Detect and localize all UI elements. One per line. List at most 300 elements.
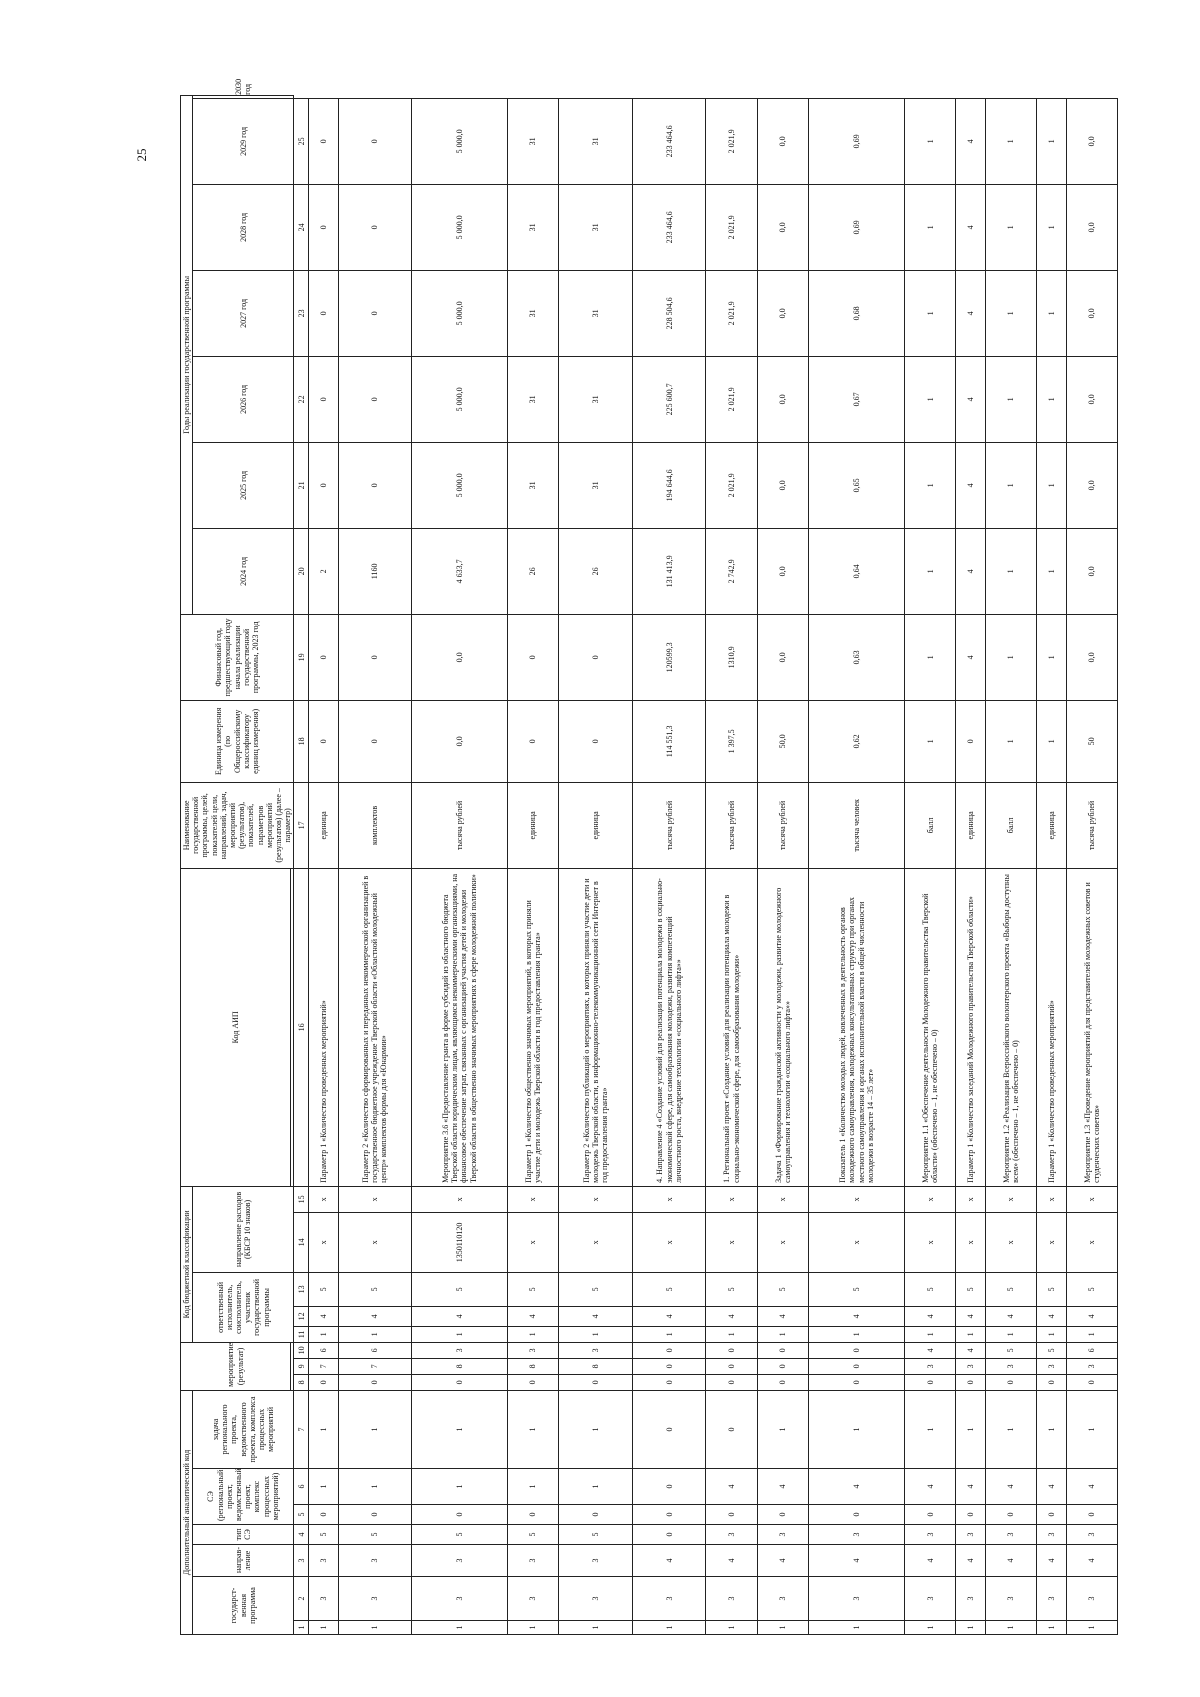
code-cell: x [1037,1212,1066,1272]
year-value: 0 [309,356,338,442]
code-cell: 0 [632,1469,706,1505]
item-name: Параметр 1 «Количество общественно значимых мероприятий, в которых приняли участие дети и молодежь Тверской области в год предоставления гранта» [507,868,558,1186]
code-cell: 3 [338,1545,412,1577]
base-year-value: 1 [1037,700,1066,782]
code-cell: 0 [559,1374,633,1390]
code-cell: 1 [309,1621,338,1635]
code-cell: 5 [412,1272,508,1306]
code-cell: 3 [412,1577,508,1621]
code-cell: 3 [956,1358,985,1374]
code-cell: 4 [757,1545,808,1577]
code-cell: 1 [507,1469,558,1505]
code-cell: 0 [985,1374,1036,1390]
column-numbers-row [294,96,309,1635]
table-row [412,96,508,1635]
year-value: 0,0 [1066,98,1118,184]
year-value: 2 021,9 [706,442,757,528]
code-cell: 0 [632,1358,706,1374]
code-cell: 3 [985,1358,1036,1374]
header-event: мероприятие (результат) [181,1342,291,1390]
code-cell: 1 [809,1390,905,1468]
code-cell: 3 [1066,1525,1118,1545]
code-cell: 3 [706,1525,757,1545]
year-value: 1 [904,270,955,356]
code-cell: x [1066,1212,1118,1272]
column-number: 9 [294,1358,309,1374]
year-value: 233 464,6 [632,98,706,184]
base-year-value: 0 [559,700,633,782]
code-cell: 1 [1066,1390,1118,1468]
year-value: 0,67 [809,356,905,442]
code-cell: 1 [809,1621,905,1635]
code-cell: 3 [559,1577,633,1621]
code-cell: 1 [757,1621,808,1635]
code-cell: 3 [904,1577,955,1621]
code-cell: 4 [904,1469,955,1505]
code-cell: 4 [1066,1545,1118,1577]
code-cell: 1 [412,1469,508,1505]
code-cell: 1 [309,1326,338,1342]
table-row [809,96,905,1635]
base-year-value: 0 [507,700,558,782]
code-cell: x [559,1186,633,1212]
item-name: Параметр 1 «Количество проведенных мероприятий» [1037,868,1066,1186]
code-cell: 8 [507,1358,558,1374]
code-cell: 5 [559,1272,633,1306]
code-cell: 0 [757,1374,808,1390]
item-name: Мероприятие 1.1 «Обеспечение деятельности Молодежного правительства Тверской области» (обеспечено – 1, не обеспечено – 0) [904,868,955,1186]
code-cell: 1 [412,1326,508,1342]
code-cell: 1 [757,1326,808,1342]
code-cell: 0 [1066,1374,1118,1390]
code-cell: 1 [985,1326,1036,1342]
code-cell: 1 [956,1390,985,1468]
header-expense: направление расходов (КБСР 10 знаков) [193,1186,294,1272]
code-cell: 0 [809,1505,905,1525]
year-value: 1310,9 [706,614,757,700]
base-year-value: 0,62 [809,700,905,782]
table-row [559,96,633,1635]
year-value: 0,65 [809,442,905,528]
code-cell: 0 [956,1374,985,1390]
year-value: 225 600,7 [632,356,706,442]
code-cell: 4 [985,1545,1036,1577]
year-value: 31 [507,442,558,528]
column-number: 15 [294,1186,309,1212]
header-se-type: тип СЭ [193,1525,294,1545]
code-cell: 4 [1037,1306,1066,1326]
code-cell: x [309,1212,338,1272]
code-cell: 0 [1066,1505,1118,1525]
year-value: 0 [338,442,412,528]
code-cell: 4 [309,1306,338,1326]
table-row [309,96,338,1635]
code-cell: 5 [1037,1272,1066,1306]
header-year-2027: 2027 год [193,270,294,356]
code-cell: x [809,1212,905,1272]
year-value: 1 [904,528,955,614]
year-value: 120599,3 [632,614,706,700]
year-value: 1160 [338,528,412,614]
code-cell: 4 [904,1545,955,1577]
year-value: 2 021,9 [706,184,757,270]
code-cell: 0 [338,1374,412,1390]
code-cell: x [904,1212,955,1272]
year-value: 2 021,9 [706,98,757,184]
year-value: 228 504,6 [632,270,706,356]
unit-cell: тысяча рублей [706,782,757,868]
year-value: 1 [904,98,955,184]
code-cell: 5 [412,1525,508,1545]
year-value: 0,0 [757,184,808,270]
unit-cell: единица [309,782,338,868]
code-cell: 1 [338,1390,412,1468]
code-cell: 1 [507,1621,558,1635]
code-cell: 1 [956,1621,985,1635]
code-cell: 6 [309,1342,338,1358]
year-value: 0,0 [757,528,808,614]
code-cell: 0 [632,1505,706,1525]
year-value: 233 464,6 [632,184,706,270]
code-cell: 3 [809,1525,905,1545]
column-number: 14 [294,1212,309,1272]
column-number: 5 [294,1505,309,1525]
code-cell: 1 [985,1390,1036,1468]
base-year-value: 0 [338,700,412,782]
code-cell: 5 [1066,1272,1118,1306]
code-cell: 4 [985,1469,1036,1505]
unit-cell: тысяча рублей [757,782,808,868]
code-cell: 3 [985,1525,1036,1545]
code-cell: 4 [956,1545,985,1577]
code-cell: 0 [985,1505,1036,1525]
code-cell: x [309,1186,338,1212]
column-number: 11 [294,1326,309,1342]
code-cell: 1 [412,1390,508,1468]
code-cell: x [985,1212,1036,1272]
item-name: 1. Региональный проект «Создание условий для реализации потенциала молодежи в социально-экономической сфере, для самообразования молодежи» [706,868,757,1186]
code-cell: 3 [309,1577,338,1621]
column-number: 3 [294,1545,309,1577]
year-value: 0 [338,270,412,356]
table-row [1037,96,1066,1635]
code-cell: x [809,1186,905,1212]
year-value: 0,0 [757,270,808,356]
code-cell: x [338,1212,412,1272]
code-cell: 1 [507,1390,558,1468]
code-cell: 3 [1037,1525,1066,1545]
column-number: 19 [294,614,309,700]
year-value: 4 [956,614,985,700]
year-value: 0 [338,614,412,700]
year-value: 0,0 [1066,270,1118,356]
base-year-value: 1 [985,700,1036,782]
code-cell: 4 [1037,1545,1066,1577]
code-cell: 0 [309,1374,338,1390]
year-value: 4 [956,442,985,528]
year-value: 4 [956,184,985,270]
unit-cell: тысяча рублей [412,782,508,868]
year-value: 31 [559,270,633,356]
code-cell: 1 [904,1621,955,1635]
year-value: 2 021,9 [706,270,757,356]
year-value: 0 [309,442,338,528]
column-number: 6 [294,1469,309,1505]
code-cell: 5 [757,1272,808,1306]
code-cell: 0 [412,1505,508,1525]
code-cell: 3 [412,1545,508,1577]
year-value: 0,63 [809,614,905,700]
code-cell: 3 [706,1577,757,1621]
year-value: 0,0 [1066,528,1118,614]
item-name: Мероприятие 3.6 «Предоставление гранта в форме субсидий из областного бюджета Тверской области юридическим лицам, являющимся некоммерческими организациями, на финансовое обеспечение затрат, связанных с организацией участия детей и молодежи Тверской области в общественно значимых мероприятиях в сфере молодежной политики» [412,868,508,1186]
base-year-value: 0 [956,700,985,782]
year-value: 1 [1037,98,1066,184]
code-cell: 5 [985,1272,1036,1306]
year-value: 1 [1037,184,1066,270]
code-cell: 3 [757,1525,808,1545]
code-cell: 7 [338,1358,412,1374]
code-cell: 4 [956,1469,985,1505]
table-row [904,96,955,1635]
code-cell: 5 [809,1272,905,1306]
code-cell: 1 [507,1326,558,1342]
item-name: Параметр 1 «Количество заседаний Молодежного правительства Тверской области» [956,868,985,1186]
header-se: СЭ (региональный проект, ведомственный проект, комплекс процессных мероприятий) [193,1469,294,1525]
column-number: 20 [294,528,309,614]
item-name: Задача 1 «Формирование гражданской активности у молодежи, развитие молодежного самоуправления и технологии «социального лифта»» [757,868,808,1186]
year-value: 1 [985,184,1036,270]
year-value: 31 [559,184,633,270]
header-year-2025: 2025 год [193,442,294,528]
code-cell: 4 [809,1545,905,1577]
code-cell: 1 [985,1621,1036,1635]
header-year-2030: 2030 год [193,96,294,99]
document-table-area [180,78,1101,1635]
code-cell: 0 [757,1505,808,1525]
table-row [338,96,412,1635]
year-value: 31 [507,356,558,442]
header-direction: направ-ление [193,1545,294,1577]
code-cell: 8 [412,1358,508,1374]
year-value: 1 [985,614,1036,700]
year-value: 0 [309,614,338,700]
year-value: 0,0 [757,614,808,700]
code-cell: 1 [956,1326,985,1342]
code-cell: 1 [1037,1621,1066,1635]
code-cell: 1 [338,1326,412,1342]
year-value: 1 [904,356,955,442]
code-cell: x [757,1186,808,1212]
item-name: Показатель 1 «Количество молодых людей, вовлеченных в деятельность органов молодежного самоуправления, молодежных консультативных структур при органах местного самоуправления и органах исполнительной власти в общей численности молодежи в возрасте 14 – 35 лет» [809,868,905,1186]
code-cell: 3 [757,1577,808,1621]
code-cell: 4 [956,1342,985,1358]
table-row [956,96,985,1635]
unit-cell: единица [559,782,633,868]
code-cell: 3 [809,1577,905,1621]
code-cell: 5 [309,1525,338,1545]
year-value: 0 [338,98,412,184]
code-cell: 0 [412,1374,508,1390]
code-cell: 1 [309,1469,338,1505]
code-cell: 4 [1037,1469,1066,1505]
year-value: 0,0 [757,442,808,528]
code-cell: 3 [956,1525,985,1545]
code-cell: 4 [706,1545,757,1577]
year-value: 0 [559,614,633,700]
year-value: 1 [985,528,1036,614]
code-cell: 0 [757,1358,808,1374]
unit-cell: единица [507,782,558,868]
header-year-2029: 2029 год [193,98,294,184]
code-cell: x [985,1186,1036,1212]
code-cell: 1 [559,1469,633,1505]
code-cell: 4 [507,1306,558,1326]
year-value: 0 [338,184,412,270]
year-value: 0,69 [809,184,905,270]
code-cell: 4 [338,1306,412,1326]
code-cell: x [904,1186,955,1212]
year-value: 0 [507,614,558,700]
header-year-2028: 2028 год [193,184,294,270]
code-cell: 0 [956,1505,985,1525]
base-year-value: 50,0 [757,700,808,782]
header-unit: Единица измерения (по Общероссийскому классификатору единиц измерения) [181,700,294,782]
code-cell: 8 [559,1358,633,1374]
code-cell: 5 [956,1272,985,1306]
code-cell: 1 [1066,1326,1118,1342]
code-cell: 4 [757,1306,808,1326]
code-cell: 1 [559,1326,633,1342]
header-aip-code: Код АИП [181,868,291,1186]
year-value: 31 [559,442,633,528]
code-cell: 3 [632,1577,706,1621]
code-cell: x [507,1212,558,1272]
header-analytic-code: Дополнительный аналитический код [181,1390,193,1634]
unit-cell: тысяча рублей [632,782,706,868]
code-cell: 4 [706,1306,757,1326]
code-cell: 4 [412,1306,508,1326]
item-name: 4. Направление 4 «Создание условий для реализации потенциала молодежи в социально-экономической сфере, для самообразования молодежи, развития компетенций личностного роста, внедрение технологии «социального лифта»» [632,868,706,1186]
code-cell: 6 [338,1342,412,1358]
unit-cell: тысяча человек [809,782,905,868]
item-name: Мероприятие 1.2 «Реализация Всероссийского волонтерского проекта «Выборы доступны всем» (обеспечено – 1, не обеспечено – 0) [985,868,1036,1186]
table-row [757,96,808,1635]
year-value: 31 [507,98,558,184]
year-value: 0,68 [809,270,905,356]
code-cell: 1350110120 [412,1212,508,1272]
unit-cell: балл [904,782,955,868]
code-cell: 5 [507,1525,558,1545]
code-cell: 0 [507,1505,558,1525]
code-cell: x [757,1212,808,1272]
code-cell: 0 [309,1505,338,1525]
year-value: 0,0 [757,98,808,184]
year-value: 0,0 [1066,356,1118,442]
column-number: 23 [294,270,309,356]
code-cell: x [412,1186,508,1212]
column-number: 21 [294,442,309,528]
code-cell: 3 [904,1358,955,1374]
code-cell: 0 [706,1358,757,1374]
code-cell: x [632,1186,706,1212]
year-value: 2 [309,528,338,614]
code-cell: 0 [706,1505,757,1525]
code-cell: 5 [507,1272,558,1306]
table-row [507,96,558,1635]
header-name: Наименование государственной программы, целей, показателей цели, направлений, задач, мероприятий (результатов), показателей, параметров мероприятий (результатов) (далее – параметр) [181,782,294,868]
unit-cell: балл [985,782,1036,868]
code-cell: 3 [507,1342,558,1358]
table-row [706,96,757,1635]
year-value: 1 [985,270,1036,356]
code-cell: x [559,1212,633,1272]
column-number: 13 [294,1272,309,1306]
unit-cell: единица [956,782,985,868]
code-cell: x [632,1212,706,1272]
code-cell: 4 [1066,1306,1118,1326]
code-cell: 3 [338,1577,412,1621]
year-value: 5 000,0 [412,98,508,184]
code-cell: 4 [632,1306,706,1326]
code-cell: 3 [309,1545,338,1577]
rotated-table-container [180,78,1101,1635]
code-cell: 4 [559,1306,633,1326]
code-cell: 0 [904,1505,955,1525]
code-cell: 3 [1037,1358,1066,1374]
code-cell: 0 [706,1390,757,1468]
year-value: 1 [985,98,1036,184]
code-cell: 3 [985,1577,1036,1621]
code-cell: 5 [559,1525,633,1545]
item-name: Параметр 2 «Количество сформированных и переданных некоммерческой организацией в государственное бюджетное учреждение Тверской области «Областной молодежный центр» комплектов формы для «Юнармии» [338,868,412,1186]
column-number: 16 [294,868,309,1186]
code-cell: 1 [559,1390,633,1468]
code-cell: 1 [904,1390,955,1468]
year-value: 0 [309,98,338,184]
year-value: 0,0 [757,356,808,442]
code-cell: 4 [706,1469,757,1505]
year-value: 194 644,6 [632,442,706,528]
column-number: 12 [294,1306,309,1326]
column-number: 1 [294,1621,309,1635]
code-cell: 1 [1037,1326,1066,1342]
unit-cell: тысяча рублей [1066,782,1118,868]
code-cell: 0 [809,1342,905,1358]
year-value: 1 [904,614,955,700]
code-cell: 5 [904,1272,955,1306]
code-cell: 3 [1037,1577,1066,1621]
year-value: 0,0 [1066,614,1118,700]
column-number: 17 [294,782,309,868]
column-number: 8 [294,1374,309,1390]
code-cell: 3 [956,1577,985,1621]
item-name: Параметр 1 «Количество проведенных мероприятий» [309,868,338,1186]
code-cell: 3 [559,1545,633,1577]
year-value: 0 [309,270,338,356]
year-value: 1 [1037,356,1066,442]
code-cell: 0 [559,1505,633,1525]
column-number: 22 [294,356,309,442]
year-value: 0 [309,184,338,270]
code-cell: 3 [507,1577,558,1621]
year-value: 1 [904,442,955,528]
code-cell: 4 [809,1469,905,1505]
code-cell: 4 [757,1469,808,1505]
code-cell: 1 [757,1390,808,1468]
code-cell: 4 [985,1306,1036,1326]
year-value: 4 [956,98,985,184]
